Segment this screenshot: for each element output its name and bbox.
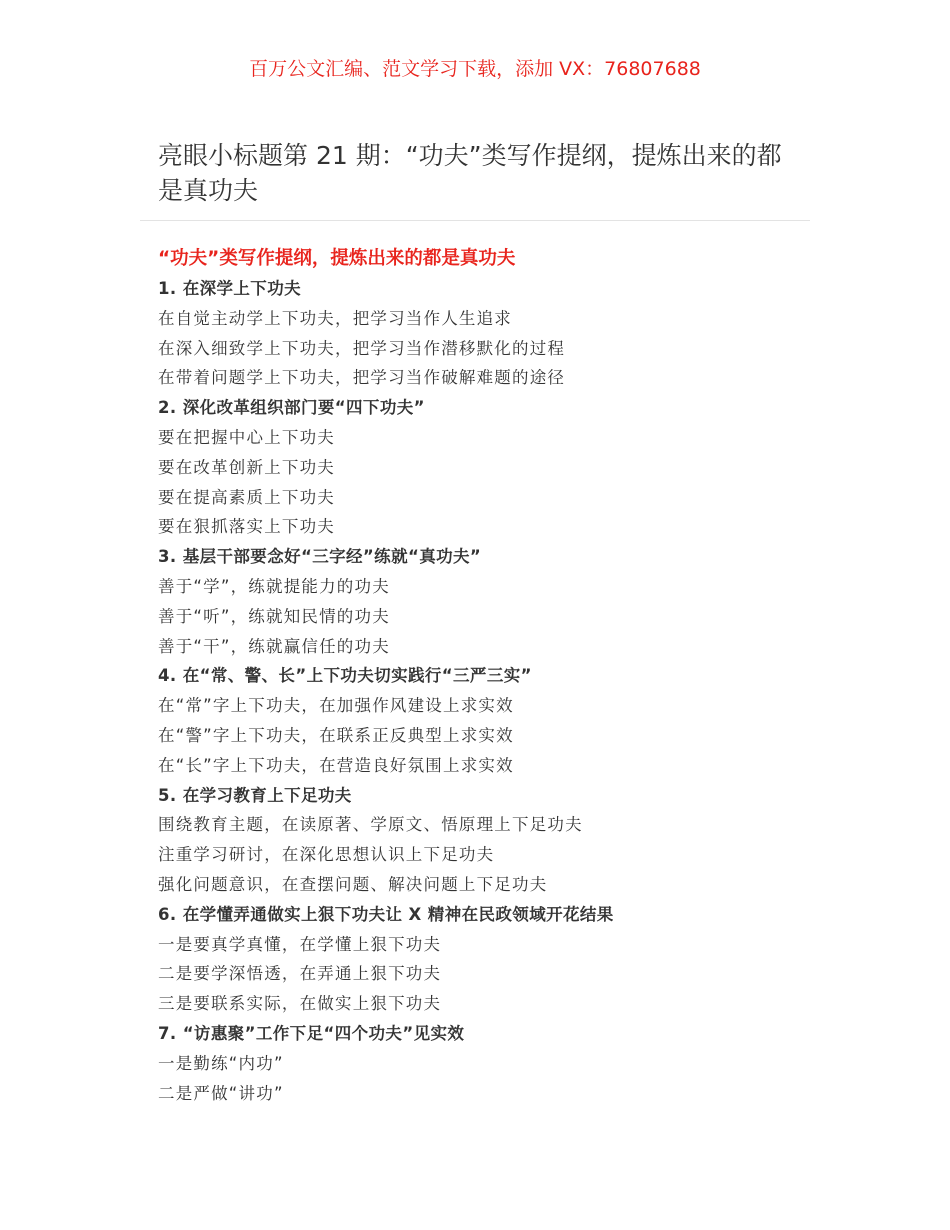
section-item: 在“长”字上下功夫，在营造良好氛围上求实效 — [158, 755, 514, 775]
section-item: 在带着问题学上下功夫，把学习当作破解难题的途径 — [158, 368, 566, 388]
section-item: 在“警”字上下功夫，在联系正反典型上求实效 — [158, 725, 514, 745]
section-heading: 4. 在“常、警、长”上下功夫切实践行“三严三实” — [158, 666, 532, 686]
section-4 — [158, 661, 798, 780]
section-item: 要在狠抓落实上下功夫 — [158, 517, 335, 537]
section-heading: 7. “访惠聚”工作下足“四个功夫”见实效 — [158, 1023, 465, 1043]
title-divider — [140, 220, 810, 221]
section-item: 二是严做“讲功” — [158, 1083, 284, 1103]
section-heading: 6. 在学懂弄通做实上狠下功夫让 X 精神在民政领域开花结果 — [158, 904, 614, 924]
section-5 — [158, 781, 798, 900]
section-3 — [158, 542, 798, 661]
section-7 — [158, 1019, 798, 1108]
section-1 — [158, 274, 798, 393]
section-heading: 2. 深化改革组织部门要“四下功夫” — [158, 398, 425, 418]
section-item: 在自觉主动学上下功夫，把学习当作人生追求 — [158, 308, 512, 328]
section-item: 强化问题意识，在查摆问题、解决问题上下足功夫 — [158, 874, 548, 894]
section-heading: 3. 基层干部要念好“三字经”练就“真功夫” — [158, 547, 482, 567]
section-item: 善于“听”，练就知民情的功夫 — [158, 606, 390, 626]
section-item: 三是要联系实际，在做实上狠下功夫 — [158, 994, 442, 1014]
section-heading: 1. 在深学上下功夫 — [158, 279, 301, 298]
document-title: 亮眼小标题第 21 期：“功夫”类写作提纲，提炼出来的都是真功夫 — [158, 141, 782, 205]
section-item: 善于“学”，练就提能力的功夫 — [158, 576, 390, 596]
section-item: 一是要真学真懂，在学懂上狠下功夫 — [158, 934, 442, 954]
section-heading: 5. 在学习教育上下足功夫 — [158, 785, 352, 805]
section-item: 在“常”字上下功夫，在加强作风建设上求实效 — [158, 696, 514, 716]
section-6 — [158, 900, 798, 1019]
section-2 — [158, 393, 798, 542]
document-subtitle: “功夫”类写作提纲，提炼出来的都是真功夫 — [158, 248, 516, 269]
section-item: 一是勤练“内功” — [158, 1053, 284, 1073]
section-item: 要在改革创新上下功夫 — [158, 457, 335, 477]
section-item: 在深入细致学上下功夫，把学习当作潜移默化的过程 — [158, 338, 566, 358]
section-item: 围绕教育主题，在读原著、学原文、悟原理上下足功夫 — [158, 815, 583, 835]
section-item: 注重学习研讨，在深化思想认识上下足功夫 — [158, 845, 495, 865]
section-item: 二是要学深悟透，在弄通上狠下功夫 — [158, 964, 442, 984]
section-item: 要在提高素质上下功夫 — [158, 487, 335, 507]
section-item: 要在把握中心上下功夫 — [158, 427, 335, 447]
header-notice: 百万公文汇编、范文学习下载，添加 VX：76807688 — [249, 58, 701, 80]
section-item: 善于“干”，练就赢信任的功夫 — [158, 636, 390, 656]
document-body — [158, 244, 798, 1108]
